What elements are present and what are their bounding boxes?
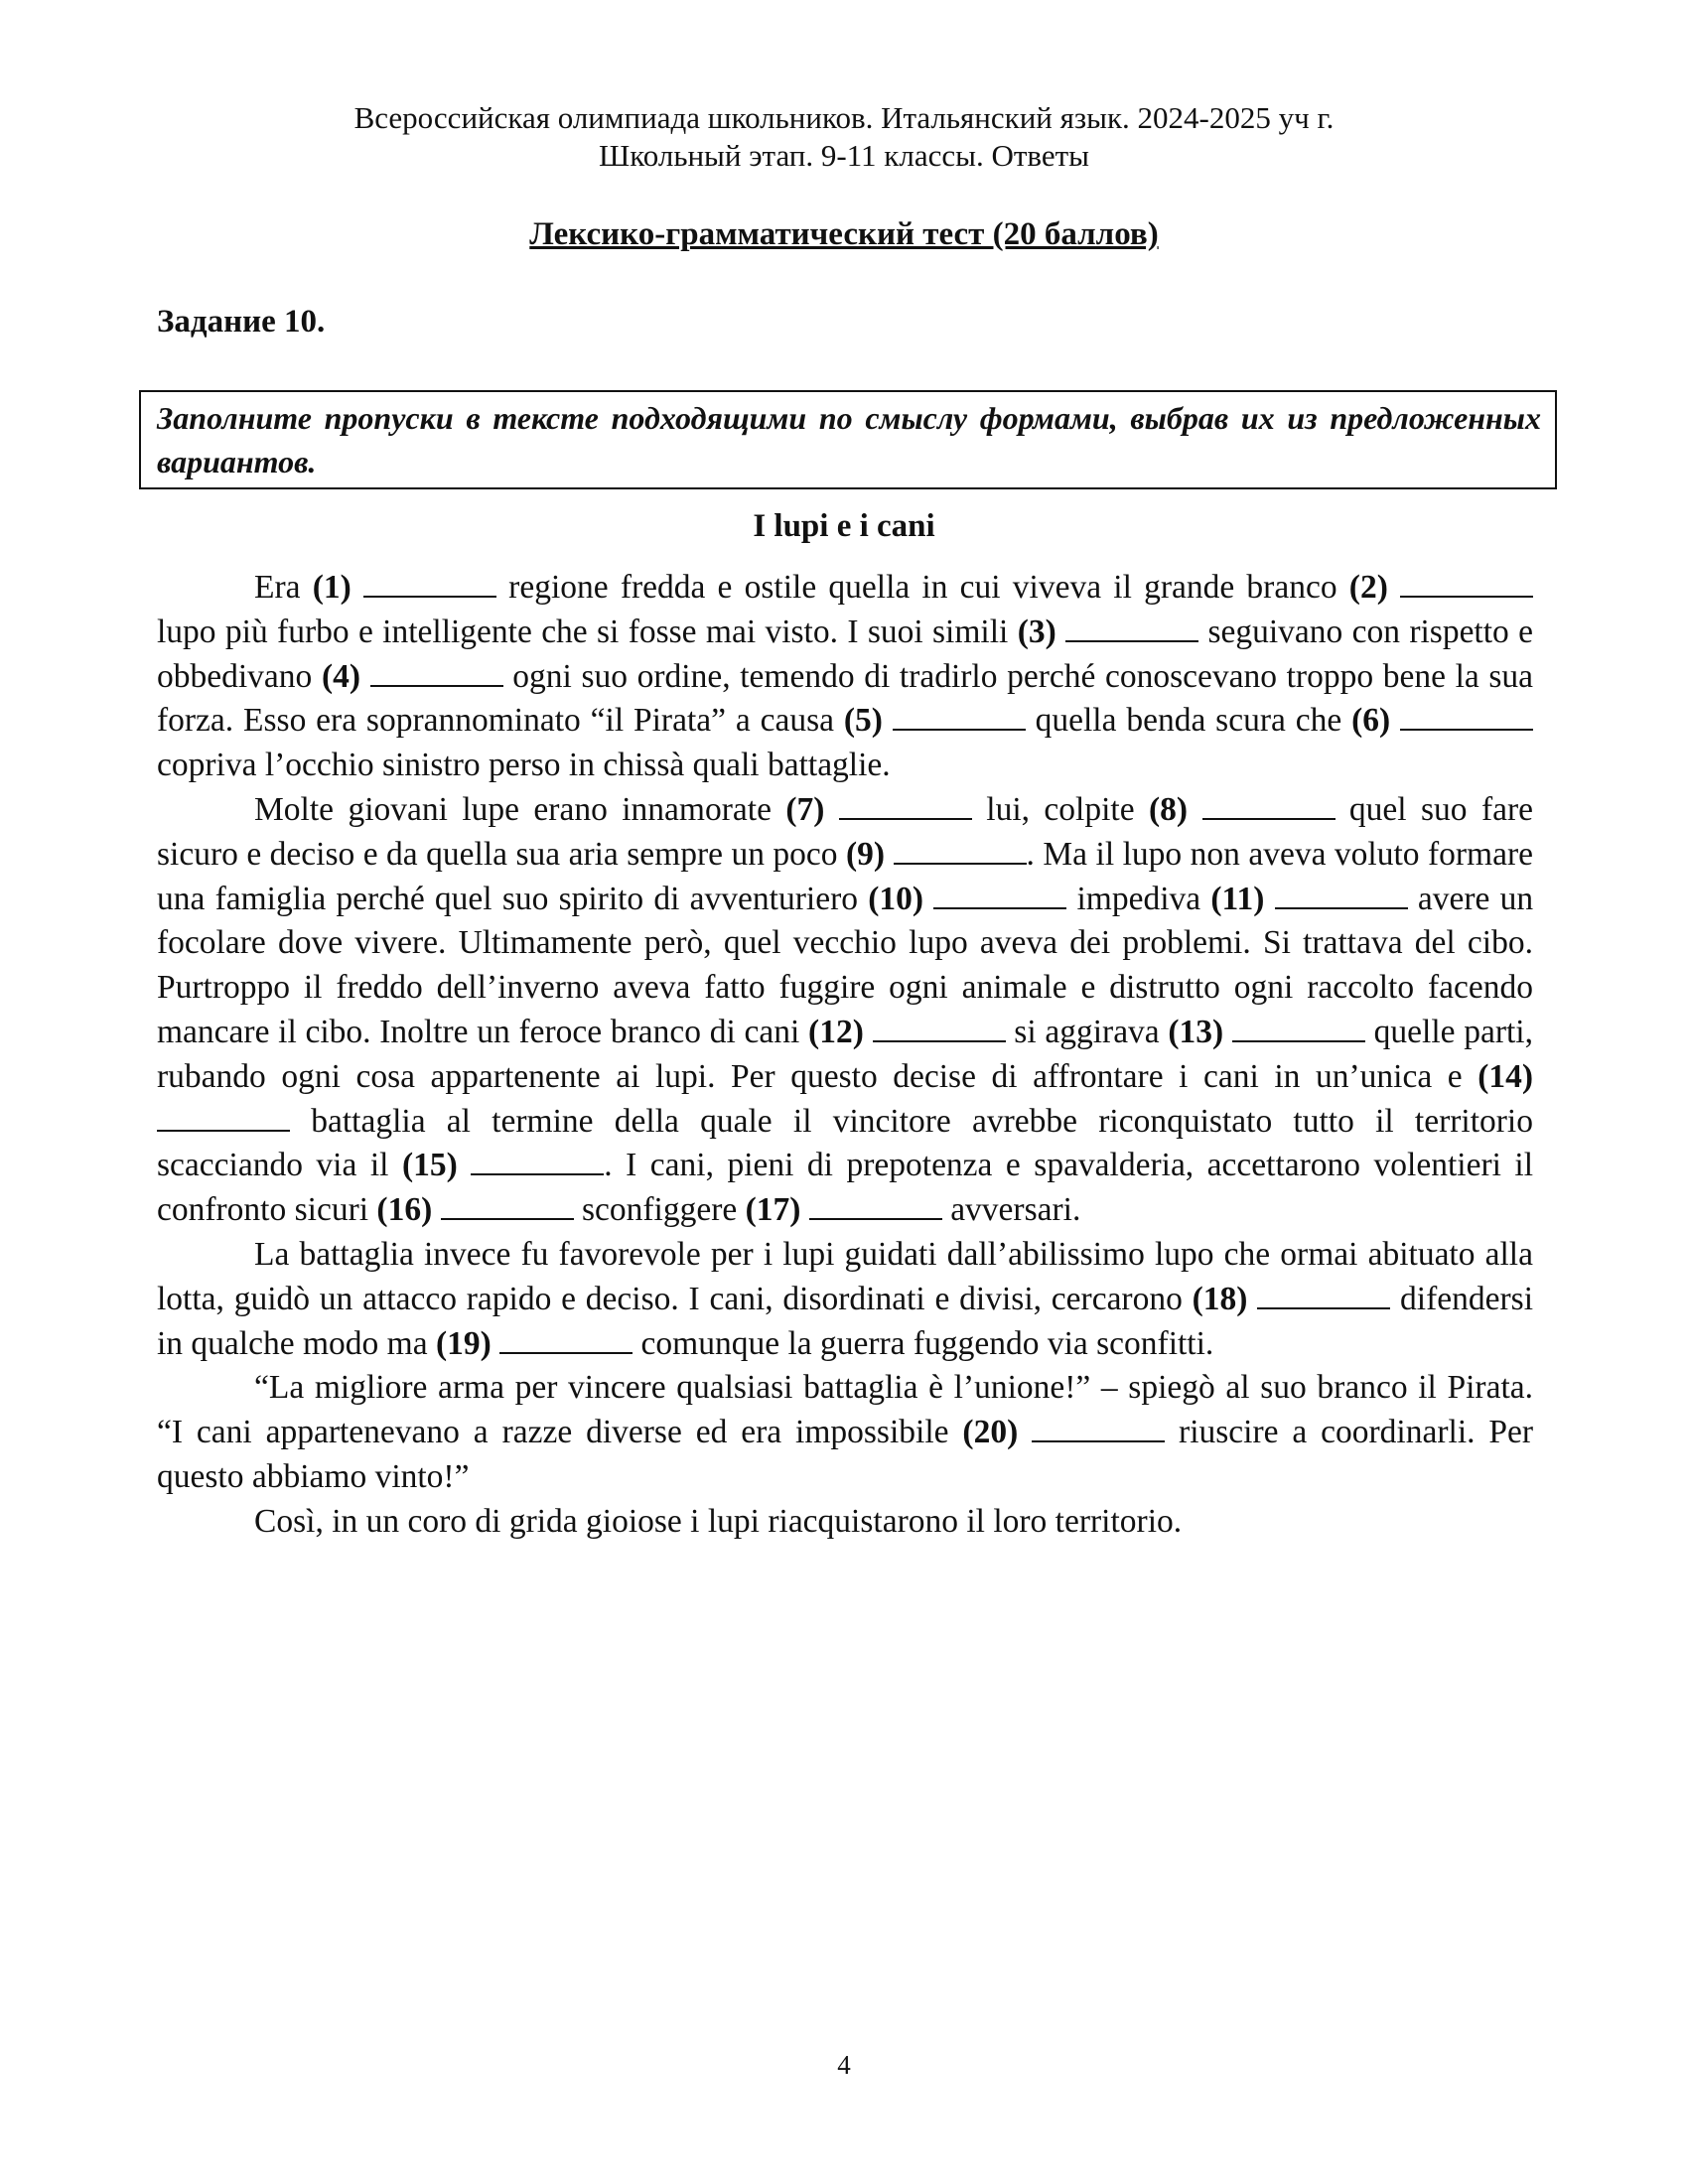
text-segment: quella benda scura che [1035,702,1342,740]
gap-blank[interactable] [471,1148,604,1175]
task-label: Задание 10. [157,304,326,340]
paragraph-2 [157,788,1533,1233]
gap-number: (15) [401,1147,458,1184]
text-segment: comunque la guerra fuggendo via sconfitti. [640,1324,1214,1362]
gap-blank[interactable] [1032,1415,1165,1442]
text-segment: avversari. [950,1191,1081,1229]
paragraph-1 [157,566,1533,788]
header-line-2: Школьный этап. 9-11 классы. Ответы [599,138,1089,173]
gap-number: (8) [1149,790,1189,828]
gap-number: (13) [1168,1013,1224,1050]
gap-number: (12) [808,1013,864,1050]
gap-blank[interactable] [1400,703,1533,731]
gap-blank[interactable] [1202,792,1336,820]
text-segment: lupo più furbo e intelligente che si fosse mai visto. I suoi simili [157,613,1009,650]
paragraph-4 [157,1366,1533,1499]
gap-blank[interactable] [1257,1282,1390,1309]
gap-blank[interactable] [499,1326,633,1354]
page-number: 4 [837,2050,851,2080]
text-segment: battaglia al termine della quale il vincitore avrebbe riconquistato tutto il territorio scacciando via il [157,1102,1533,1184]
document-header [0,99,1688,175]
story-text [157,566,1533,1545]
gap-blank[interactable] [893,703,1026,731]
text-segment: quel suo fare sicuro e deciso e da quella sua aria sempre un poco [157,790,1534,873]
gap-number: (14) [1477,1057,1533,1095]
gap-blank[interactable] [933,882,1066,909]
text-segment: Molte giovani lupe erano innamorate [254,790,772,828]
gap-number: (17) [745,1191,801,1229]
text-segment: seguivano con rispetto e obbedivano [157,613,1534,695]
text-segment: quelle parti, rubando ogni cosa appartenente ai lupi. Per questo decise di affrontare i cani in un’unica e [157,1013,1533,1095]
text-segment: ogni suo ordine, temendo di tradirlo perché conoscevano troppo bene la sua forza. Esso era soprannominato “il Pirata” a causa [157,657,1534,740]
text-segment: lui, colpite [986,790,1135,828]
gap-number: (6) [1351,702,1391,740]
gap-blank[interactable] [1065,614,1198,642]
text-segment: difendersi in qualche modo ma [157,1280,1533,1362]
text-segment: si aggirava [1014,1013,1160,1050]
text-segment: Così, in un coro di grida gioiose i lupi riacquistarono il loro territorio. [254,1502,1183,1540]
gap-number: (18) [1192,1280,1248,1317]
header-line-1: Всероссийская олимпиада школьников. Итальянский язык. 2024-2025 уч г. [353,100,1335,135]
gap-number: (2) [1348,569,1388,606]
text-segment: La battaglia invece fu favorevole per i lupi guidati dall’abilissimo lupo che ormai abituato alla lotta, guidò un attacco rapido e deciso. I cani, disordinati e divisi, cercarono [157,1235,1533,1317]
story-title: I lupi e i cani [753,508,935,544]
gap-blank[interactable] [157,1104,290,1132]
gap-blank[interactable] [873,1015,1006,1042]
paragraph-3 [157,1233,1533,1366]
text-segment: “La migliore arma per vincere qualsiasi battaglia è l’unione!” – spiegò al suo branco il Pirata. “I cani appartenevano a razze diverse ed era impossibile [157,1369,1533,1451]
section-title: Лексико-грамматический тест (20 баллов) [529,216,1159,252]
gap-number: (11) [1210,880,1265,917]
gap-number: (3) [1017,613,1056,650]
text-segment: sconfiggere [581,1191,738,1229]
gap-number: (1) [312,569,352,606]
gap-number: (19) [435,1324,492,1362]
gap-blank[interactable] [809,1192,942,1220]
gap-number: (16) [376,1191,433,1229]
gap-number: (20) [962,1414,1019,1451]
text-segment: . I cani, pieni di prepotenza e spavalderia, accettarono volentieri il confronto sicuri [157,1147,1534,1229]
gap-blank[interactable] [1232,1015,1365,1042]
text-segment: riuscire a coordinarli. Per questo abbiamo vinto!” [157,1414,1534,1495]
text-segment: regione fredda e ostile quella in cui viveva il grande branco [508,569,1337,606]
gap-blank[interactable] [894,837,1027,865]
text-segment: copriva l’occhio sinistro perso in chissà quali battaglie. [157,747,891,784]
text-segment: . Ma il lupo non aveva voluto formare una famiglia perché quel suo spirito di avventuriero [157,835,1534,917]
paragraph-5 [157,1500,1533,1545]
gap-number: (10) [868,880,924,917]
text-segment: Era [254,569,301,606]
gap-number: (9) [846,835,886,873]
gap-blank[interactable] [363,570,496,598]
text-segment: avere un focolare dove vivere. Ultimamente però, quel vecchio lupo aveva dei problemi. Si trattava del cibo. Purtroppo il freddo dell’inverno aveva fatto fuggire ogni animale e distrutto ogni raccolto facendo mancare il cibo. Inoltre un feroce branco di cani [157,880,1534,1050]
gap-blank[interactable] [1400,570,1533,598]
gap-number: (7) [785,790,825,828]
gap-number: (5) [843,702,883,740]
gap-blank[interactable] [1275,882,1408,909]
gap-blank[interactable] [839,792,972,820]
gap-blank[interactable] [441,1192,574,1220]
gap-number: (4) [321,657,360,695]
gap-blank[interactable] [370,659,503,687]
text-segment: impediva [1076,880,1201,917]
instruction-box: Заполните пропуски в тексте подходящими по смыслу формами, выбрав их из предложенных вариантов. [139,390,1557,489]
